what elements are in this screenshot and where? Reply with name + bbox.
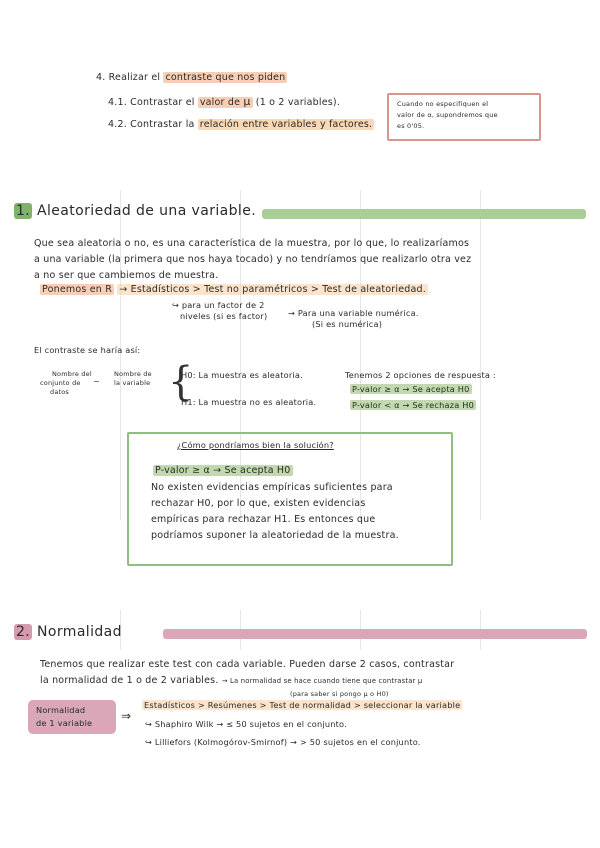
dataset-label: datos (50, 388, 70, 396)
solution-line: No existen evidencias empíricas suficientes para (151, 482, 393, 493)
solution-line: rechazar H0, por lo que, existen evidencias (151, 498, 366, 509)
contraste-intro: El contraste se haría así: (34, 345, 141, 355)
item-4-1-text: 4.1. Contrastar el (108, 97, 195, 108)
shapiro-wilk-option: ↪ Shaphiro Wilk → ≤ 50 sujetos en el conjunto. (145, 719, 347, 729)
section-2-title: Normalidad (37, 624, 122, 640)
item-4-1-post: (1 o 2 variables). (255, 97, 341, 108)
variable-label: la variable (114, 379, 151, 387)
implies-arrow: ⇒ (121, 709, 132, 723)
paragraph-line: Que sea aleatoria o no, es una característica de la muestra, por lo que, lo realizaríamos (34, 238, 470, 249)
numeric-option-detail: (Si es numérica) (312, 319, 383, 329)
factor-option: ↪ para un factor de 2 (172, 300, 265, 310)
dataset-label: Nombre del (52, 370, 92, 378)
paragraph-line: la normalidad de 1 o de 2 variables. → La normalidad se hace cuando tiene que contrastar μ (40, 675, 423, 686)
item-4 (96, 72, 287, 83)
badge-line: Normalidad (36, 705, 86, 715)
brace-symbol: { (168, 359, 194, 405)
grid-line (480, 190, 481, 520)
section-2-underline (163, 629, 587, 639)
null-hypothesis: H0: La muestra es aleatoria. (181, 370, 303, 380)
item-4-1 (108, 95, 340, 108)
solution-highlight: P-valor ≥ α → Se acepta H0 (155, 465, 291, 476)
paragraph-line: Tenemos que realizar este test con cada variable. Pueden darse 2 casos, contrastar (40, 659, 455, 670)
variable-label: Nombre de (114, 370, 152, 378)
paragraph-line: a una variable (la primera que nos haya tocado) y no tendríamos que realizarlo otra vez (34, 254, 472, 265)
tilde-symbol: ~ (93, 376, 101, 386)
badge-line: de 1 variable (36, 718, 93, 728)
normality-badge (28, 700, 116, 734)
note-line: es 0'05. (397, 122, 425, 130)
normality-menu: Estadísticos > Resúmenes > Test de normalidad > seleccionar la variable (144, 700, 461, 710)
note-line: valor de α, supondremos que (397, 111, 498, 119)
item-4-highlight: contraste que nos piden (165, 72, 286, 83)
solution-question: ¿Cómo pondríamos bien la solución? (177, 440, 334, 450)
ponemos-row (40, 284, 428, 295)
item-4-2 (108, 119, 374, 130)
solution-line: podríamos suponer la aleatoriedad de la muestra. (151, 530, 399, 541)
note-line: Cuando no especifiquen el (397, 100, 489, 108)
item-4-text: 4. Realizar el (96, 72, 161, 83)
section-1-title: Aleatoriedad de una variable. (37, 203, 257, 219)
section-1-underline (262, 209, 586, 219)
section-1-number: 1. (16, 203, 31, 219)
solution-box (127, 432, 453, 566)
ponemos-label: Ponemos en R (42, 284, 112, 295)
section-1-heading (14, 203, 256, 219)
lilliefors-option: ↪ Lilliefors (Kolmogórov-Smirnof) → > 50 sujetos en el conjunto. (145, 737, 421, 747)
option-accept: P-valor ≥ α → Se acepta H0 (352, 384, 470, 394)
alpha-note-box (387, 93, 541, 141)
r-menu-path: → Estadísticos > Test no paramétricos > Test de aleatoriedad. (119, 284, 426, 295)
section-2-heading (14, 624, 122, 640)
response-options-title: Tenemos 2 opciones de respuesta : (345, 370, 496, 380)
numeric-option: → Para una variable numérica. (288, 308, 419, 318)
factor-option-detail: niveles (si es factor) (180, 311, 268, 321)
dataset-label: conjunto de (40, 379, 81, 387)
option-reject: P-valor < α → Se rechaza H0 (352, 400, 474, 410)
normality-note: (para saber si pongo μ o H0) (290, 690, 389, 698)
item-4-1-highlight: valor de μ (199, 95, 251, 108)
item-4-2-text: 4.2. Contrastar la (108, 119, 195, 130)
alternative-hypothesis: H1: La muestra no es aleatoria. (181, 397, 317, 407)
section-2-number: 2. (16, 624, 31, 640)
solution-line: empíricas para rechazar H1. Es entonces que (151, 514, 376, 525)
paragraph-line: a no ser que cambiemos de muestra. (34, 270, 219, 281)
item-4-2-highlight: relación entre variables y factores. (199, 119, 373, 130)
